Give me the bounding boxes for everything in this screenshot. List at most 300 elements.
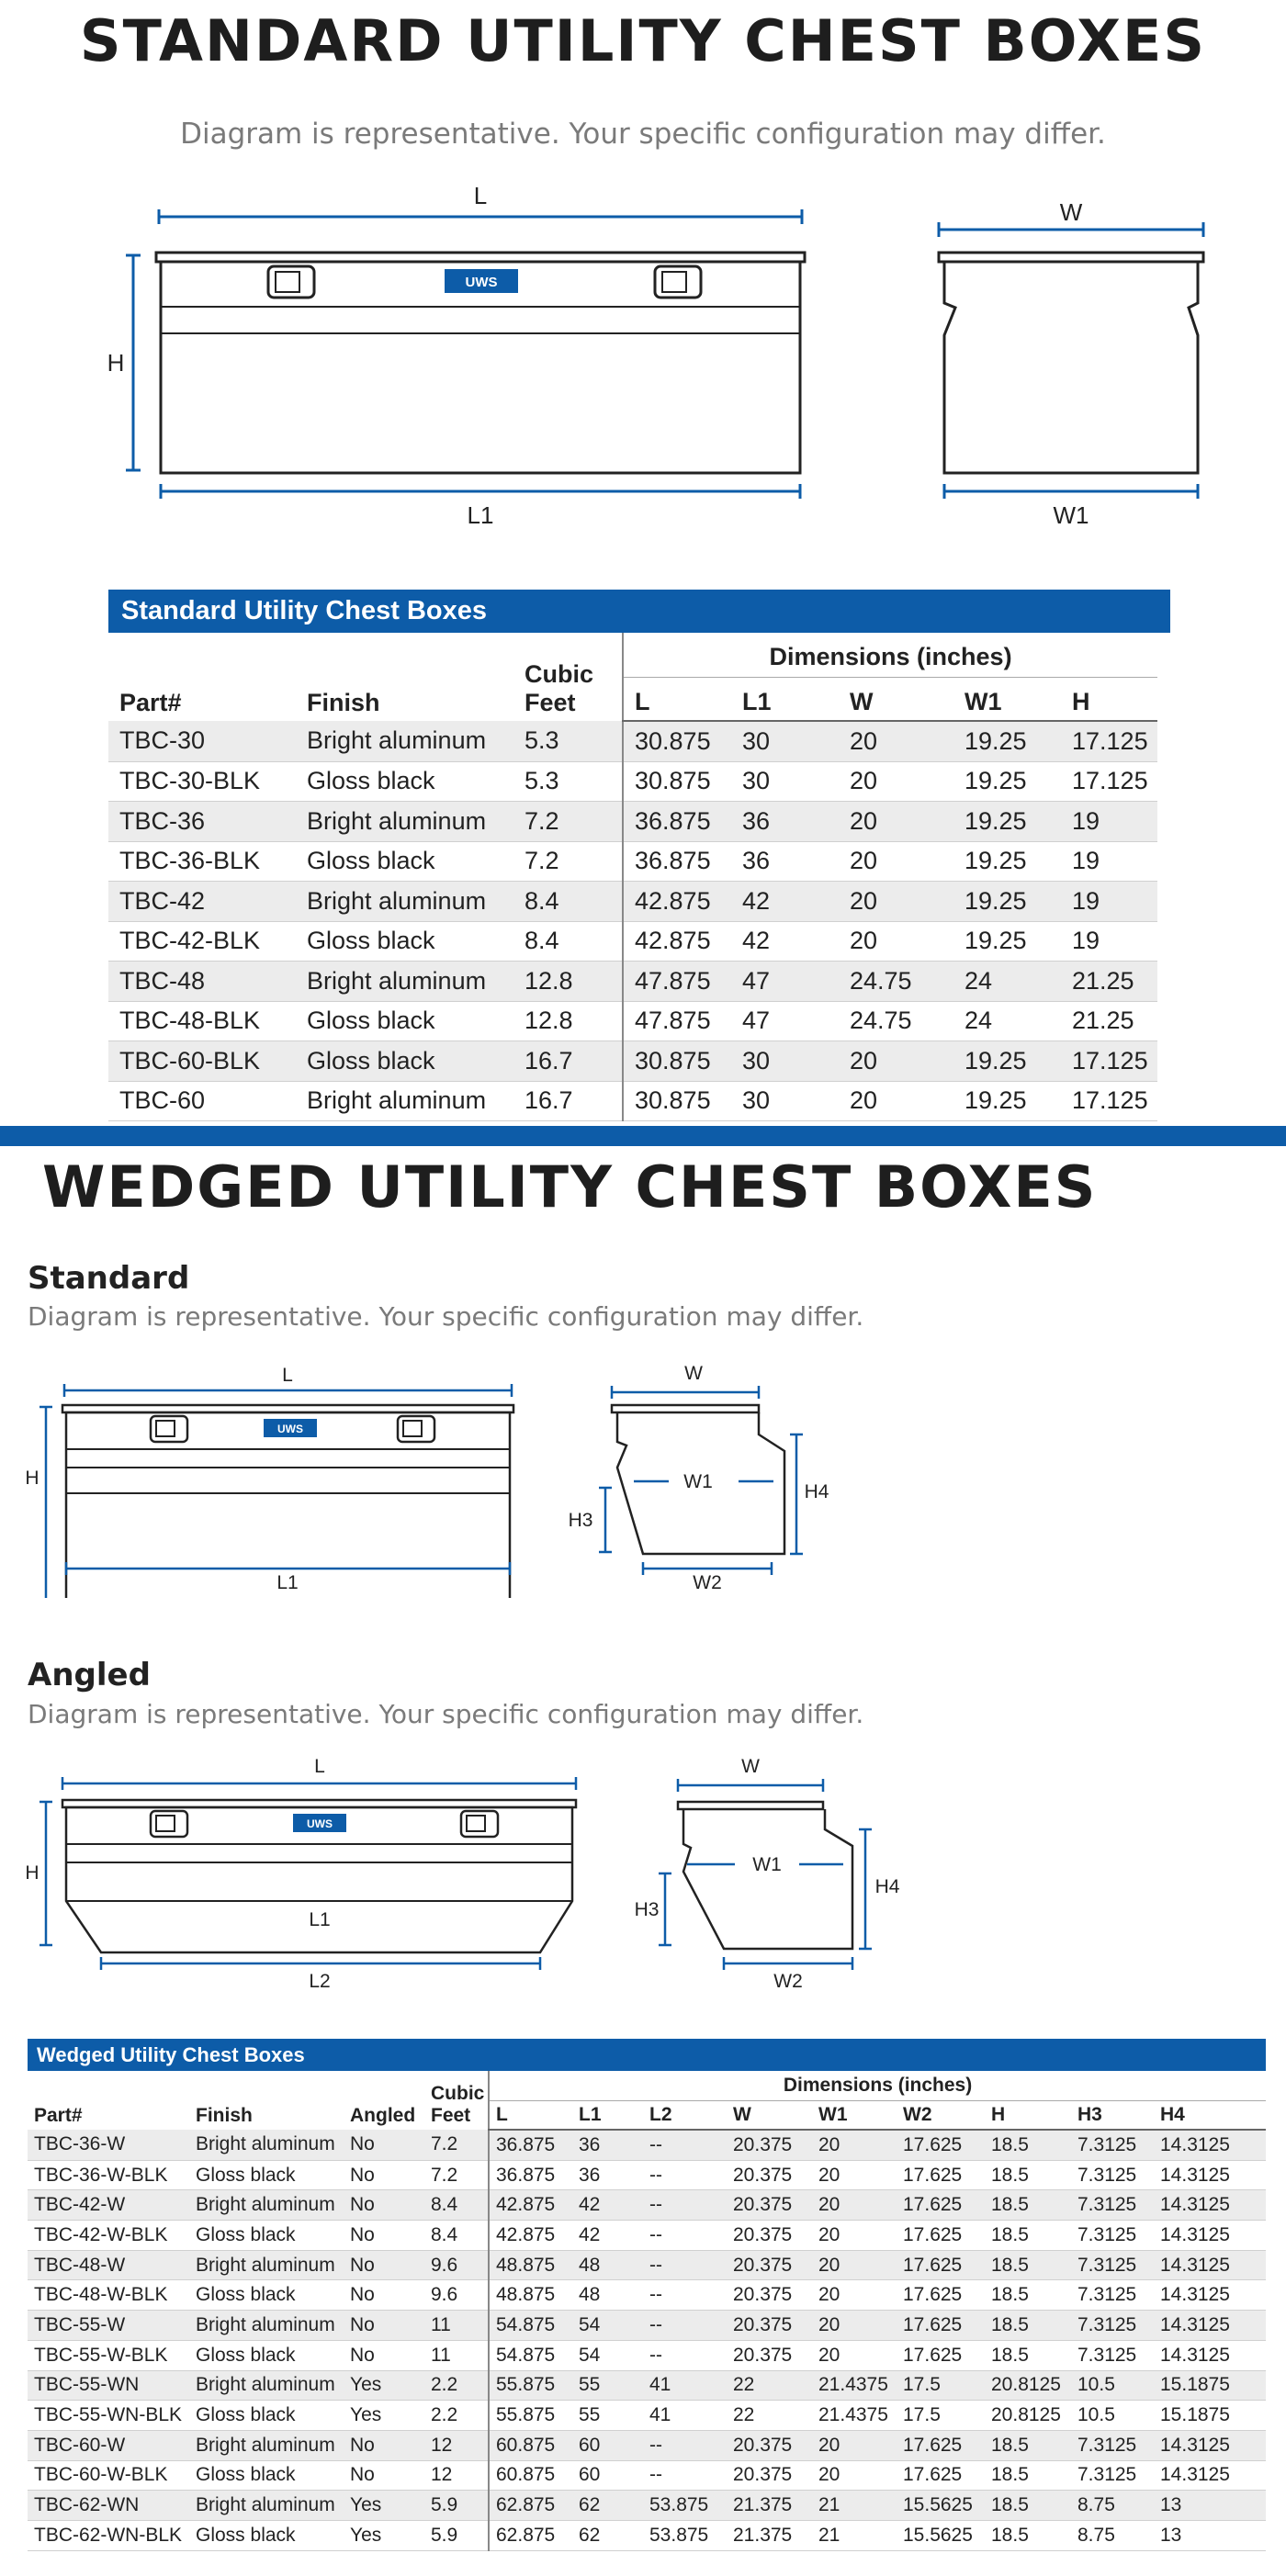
table-cell: 17.5 (897, 2401, 985, 2431)
dim-L2: L2 (309, 1971, 331, 1992)
table-cell: 14.3125 (1154, 2460, 1266, 2491)
table-cell: 7.3125 (1071, 2130, 1154, 2160)
table-row (28, 2280, 1266, 2311)
table-cell: 14.3125 (1154, 2160, 1266, 2190)
table-cell: No (344, 2221, 424, 2251)
table-cell: TBC-62-WN (28, 2491, 189, 2521)
table-cell: 8.75 (1071, 2520, 1154, 2550)
table-cell: No (344, 2460, 424, 2491)
logo-text: UWS (307, 1817, 333, 1830)
table-cell: 5.9 (424, 2520, 489, 2550)
table-cell: 20 (812, 2190, 897, 2221)
table-cell: 14.3125 (1154, 2311, 1266, 2341)
table-cell: Gloss black (189, 2160, 344, 2190)
table-cell: 7.3125 (1071, 2430, 1154, 2460)
table-cell: No (344, 2311, 424, 2341)
table-row (108, 841, 1157, 882)
table-cell: 12 (424, 2460, 489, 2491)
dim-H: H (25, 1468, 39, 1489)
table-cell: 19.25 (953, 721, 1061, 761)
table-cell: Gloss black (296, 761, 513, 802)
table-cell: 21.375 (727, 2520, 812, 2550)
latch-icon (151, 1811, 187, 1837)
section2-title: WEDGED UTILITY CHEST BOXES (42, 1153, 1098, 1221)
table-cell: 12 (424, 2430, 489, 2460)
table-row (28, 2130, 1266, 2160)
table-cell: 17.125 (1061, 721, 1157, 761)
table-cell: 36.875 (489, 2130, 572, 2160)
section1-note: Diagram is representative. Your specific configuration may differ. (180, 118, 1106, 151)
standard-chest-diagram (0, 184, 1286, 533)
table-cell: 20.375 (727, 2460, 812, 2491)
table-cell: 16.7 (513, 1041, 623, 1082)
table-cell: 7.2 (424, 2130, 489, 2160)
table-cell: 20 (839, 1041, 953, 1082)
table-cell: 36.875 (489, 2160, 572, 2190)
table-cell: 18.5 (985, 2250, 1071, 2280)
table-cell: 7.2 (424, 2160, 489, 2190)
col-W2: W2 (897, 2100, 985, 2130)
col-L: L (623, 677, 731, 721)
table1-title: Standard Utility Chest Boxes (108, 590, 1170, 633)
table-cell: 41 (643, 2401, 727, 2431)
dim-H4: H4 (874, 1876, 900, 1897)
table-cell: 47.875 (623, 962, 731, 1002)
table-row (28, 2221, 1266, 2251)
table-cell: -- (643, 2190, 727, 2221)
table-cell: -- (643, 2460, 727, 2491)
table-cell: Bright aluminum (296, 1081, 513, 1121)
table-cell: 55.875 (489, 2370, 572, 2401)
table-cell: No (344, 2130, 424, 2160)
col-finish: Finish (196, 2105, 253, 2126)
table-cell: 24 (953, 962, 1061, 1002)
table-cell: 20 (839, 721, 953, 761)
table-cell: 21.25 (1061, 1001, 1157, 1041)
table-cell: TBC-30-BLK (108, 761, 296, 802)
table-cell: 8.4 (513, 921, 623, 962)
table-cell: 20.375 (727, 2430, 812, 2460)
table-cell: 20.375 (727, 2190, 812, 2221)
table-cell: 20 (839, 882, 953, 922)
table-cell: 2.2 (424, 2370, 489, 2401)
table-cell: 14.3125 (1154, 2430, 1266, 2460)
standard-note: Diagram is representative. Your specific configuration may differ. (28, 1301, 864, 1332)
table-cell: Yes (344, 2491, 424, 2521)
table-cell: 42 (572, 2221, 643, 2251)
table-row (28, 2460, 1266, 2491)
table-cell: 7.3125 (1071, 2250, 1154, 2280)
logo-text: UWS (465, 275, 498, 290)
latch-icon (461, 1811, 498, 1837)
table-cell: 42 (572, 2190, 643, 2221)
table-cell: Gloss black (189, 2401, 344, 2431)
table-cell: 14.3125 (1154, 2340, 1266, 2370)
table-cell: TBC-55-W-BLK (28, 2340, 189, 2370)
table-cell: 18.5 (985, 2520, 1071, 2550)
table-cell: 24.75 (839, 962, 953, 1002)
table-cell: 62 (572, 2491, 643, 2521)
col-L2: L2 (643, 2100, 727, 2130)
table-cell: 17.5 (897, 2370, 985, 2401)
table-cell: 42.875 (489, 2221, 572, 2251)
table-cell: 10.5 (1071, 2370, 1154, 2401)
table-cell: 42.875 (623, 882, 731, 922)
table-cell: No (344, 2190, 424, 2221)
table-cell: 47.875 (623, 1001, 731, 1041)
table-cell: TBC-60-BLK (108, 1041, 296, 1082)
table-cell: 20.8125 (985, 2370, 1071, 2401)
dim-H4: H4 (804, 1481, 829, 1502)
front-view (107, 184, 805, 529)
col-part: Part# (119, 689, 182, 716)
standard-spec-table-wrap (108, 633, 1157, 1121)
table-cell: TBC-36-BLK (108, 841, 296, 882)
col-part: Part# (34, 2105, 83, 2126)
table-cell: 42 (731, 882, 839, 922)
side-view (635, 1756, 900, 1992)
table-cell: 17.625 (897, 2460, 985, 2491)
table-cell: 9.6 (424, 2250, 489, 2280)
table-cell: Gloss black (189, 2221, 344, 2251)
table-cell: 20.8125 (985, 2401, 1071, 2431)
table-cell: -- (643, 2311, 727, 2341)
table-cell: Bright aluminum (189, 2190, 344, 2221)
table-cell: 19 (1061, 921, 1157, 962)
table-cell: 42.875 (489, 2190, 572, 2221)
table-cell: TBC-42 (108, 882, 296, 922)
table-cell: 20 (812, 2160, 897, 2190)
dim-L1: L1 (309, 1909, 331, 1930)
table-cell: 7.2 (513, 802, 623, 842)
table-cell: 14.3125 (1154, 2280, 1266, 2311)
table-cell: 5.3 (513, 721, 623, 761)
table-cell: 60.875 (489, 2430, 572, 2460)
col-W1: W1 (812, 2100, 897, 2130)
table-cell: 8.75 (1071, 2491, 1154, 2521)
table-cell: No (344, 2430, 424, 2460)
table-cell: 30 (731, 721, 839, 761)
table-row (28, 2430, 1266, 2460)
table-cell: 21 (812, 2491, 897, 2521)
latch-icon (655, 266, 701, 298)
table-cell: 18.5 (985, 2460, 1071, 2491)
table-cell: 18.5 (985, 2430, 1071, 2460)
table-cell: -- (643, 2160, 727, 2190)
table-row (28, 2340, 1266, 2370)
table-cell: No (344, 2250, 424, 2280)
table-cell: TBC-60-W-BLK (28, 2460, 189, 2491)
table-cell: 55.875 (489, 2401, 572, 2431)
col-cubic-feet: Cubic Feet (525, 660, 594, 716)
table-cell: Yes (344, 2520, 424, 2550)
dimensions-group-header: Dimensions (inches) (623, 633, 1157, 677)
table-cell: 36 (572, 2130, 643, 2160)
table-row (108, 721, 1157, 761)
table-cell: 7.3125 (1071, 2460, 1154, 2491)
table-cell: 19 (1061, 882, 1157, 922)
col-L: L (489, 2100, 572, 2130)
table-cell: 24.75 (839, 1001, 953, 1041)
table-cell: Gloss black (189, 2520, 344, 2550)
table-cell: TBC-48 (108, 962, 296, 1002)
table-cell: TBC-48-W-BLK (28, 2280, 189, 2311)
table-cell: 21.4375 (812, 2370, 897, 2401)
table-cell: TBC-55-WN-BLK (28, 2401, 189, 2431)
table-cell: 60.875 (489, 2460, 572, 2491)
table-cell: 36.875 (623, 841, 731, 882)
table-cell: TBC-48-BLK (108, 1001, 296, 1041)
col-H: H (1061, 677, 1157, 721)
table-row (108, 802, 1157, 842)
table-cell: 21.375 (727, 2491, 812, 2521)
angled-note: Diagram is representative. Your specific configuration may differ. (28, 1699, 864, 1729)
table-cell: 17.625 (897, 2280, 985, 2311)
dim-L1: L1 (276, 1572, 299, 1593)
dim-H3: H3 (634, 1899, 660, 1920)
wedged-spec-table (28, 2071, 1266, 2551)
table-cell: TBC-42-W (28, 2190, 189, 2221)
table-cell: 7.3125 (1071, 2190, 1154, 2221)
table-cell: 14.3125 (1154, 2130, 1266, 2160)
table-row (28, 2250, 1266, 2280)
table-cell: TBC-60-W (28, 2430, 189, 2460)
table-cell: 20 (839, 921, 953, 962)
table-cell: 17.625 (897, 2340, 985, 2370)
side-view (569, 1363, 829, 1593)
table-cell: 20 (812, 2430, 897, 2460)
table-cell: Bright aluminum (189, 2130, 344, 2160)
table-cell: 7.3125 (1071, 2280, 1154, 2311)
table-cell: Bright aluminum (296, 882, 513, 922)
table-cell: 55 (572, 2401, 643, 2431)
table-cell: -- (643, 2280, 727, 2311)
table-cell: 5.3 (513, 761, 623, 802)
table-cell: 14.3125 (1154, 2221, 1266, 2251)
table-cell: 14.3125 (1154, 2190, 1266, 2221)
table-cell: 30 (731, 1081, 839, 1121)
table-cell: 20 (812, 2460, 897, 2491)
table-cell: 18.5 (985, 2160, 1071, 2190)
table-cell: 30.875 (623, 721, 731, 761)
table-cell: 17.625 (897, 2430, 985, 2460)
table-row (108, 1041, 1157, 1082)
table-cell: 19.25 (953, 841, 1061, 882)
col-L1: L1 (572, 2100, 643, 2130)
table-row (108, 1001, 1157, 1041)
dim-W2: W2 (693, 1572, 722, 1593)
table-cell: 54 (572, 2340, 643, 2370)
table-cell: 54.875 (489, 2340, 572, 2370)
table-row (108, 882, 1157, 922)
dim-L: L (282, 1365, 293, 1386)
dim-W: W (741, 1756, 760, 1777)
table-cell: Bright aluminum (296, 962, 513, 1002)
table-cell: 20 (812, 2250, 897, 2280)
table-cell: 20 (812, 2130, 897, 2160)
table-row (28, 2491, 1266, 2521)
table-cell: 41 (643, 2370, 727, 2401)
table-cell: 19.25 (953, 921, 1061, 962)
table-cell: 21.25 (1061, 962, 1157, 1002)
side-view (939, 198, 1203, 529)
table-cell: 20.375 (727, 2160, 812, 2190)
col-cubic-feet: Cubic Feet (431, 2083, 485, 2126)
table-cell: 20 (839, 802, 953, 842)
table-cell: 19.25 (953, 1041, 1061, 1082)
table-row (108, 761, 1157, 802)
table-cell: 13 (1154, 2491, 1266, 2521)
table-cell: 9.6 (424, 2280, 489, 2311)
table-cell: 17.625 (897, 2221, 985, 2251)
table-cell: 54.875 (489, 2311, 572, 2341)
table-cell: 48.875 (489, 2280, 572, 2311)
table-cell: 17.625 (897, 2160, 985, 2190)
col-W: W (727, 2100, 812, 2130)
table-cell: 42 (731, 921, 839, 962)
table-cell: 42.875 (623, 921, 731, 962)
col-W1: W1 (953, 677, 1061, 721)
table-cell: -- (643, 2430, 727, 2460)
table-cell: 53.875 (643, 2520, 727, 2550)
table-cell: 2.2 (424, 2401, 489, 2431)
table-cell: 7.3125 (1071, 2160, 1154, 2190)
table-cell: 53.875 (643, 2491, 727, 2521)
table-cell: 19 (1061, 841, 1157, 882)
table-cell: TBC-60 (108, 1081, 296, 1121)
section-divider (0, 1126, 1286, 1146)
table-row (28, 2160, 1266, 2190)
table-cell: 47 (731, 1001, 839, 1041)
standard-heading: Standard (28, 1260, 190, 1297)
dim-W: W (684, 1363, 703, 1384)
table-cell: 17.625 (897, 2311, 985, 2341)
table-cell: TBC-48-W (28, 2250, 189, 2280)
table-cell: 60 (572, 2430, 643, 2460)
table-cell: 21.4375 (812, 2401, 897, 2431)
table-cell: 20 (812, 2221, 897, 2251)
logo-text: UWS (277, 1423, 303, 1435)
table-row (28, 2311, 1266, 2341)
table-cell: 30 (731, 761, 839, 802)
table-cell: Yes (344, 2370, 424, 2401)
table-cell: 7.3125 (1071, 2340, 1154, 2370)
table-cell: Bright aluminum (189, 2491, 344, 2521)
table-cell: 20 (839, 761, 953, 802)
wedged-spec-table-wrap (28, 2071, 1266, 2551)
table-cell: 19.25 (953, 761, 1061, 802)
dim-W: W (1059, 198, 1083, 226)
section1-title: STANDARD UTILITY CHEST BOXES (79, 7, 1207, 74)
table-cell: 20 (812, 2311, 897, 2341)
table-cell: 62.875 (489, 2520, 572, 2550)
table-cell: 15.5625 (897, 2520, 985, 2550)
table-cell: TBC-42-BLK (108, 921, 296, 962)
dim-H: H (107, 349, 125, 377)
table-cell: 8.4 (424, 2221, 489, 2251)
table-cell: 15.5625 (897, 2491, 985, 2521)
table-cell: 8.4 (513, 882, 623, 922)
table-cell: 19.25 (953, 882, 1061, 922)
table-cell: -- (643, 2250, 727, 2280)
table-cell: 30.875 (623, 1041, 731, 1082)
table-cell: 48 (572, 2250, 643, 2280)
table-cell: 18.5 (985, 2130, 1071, 2160)
table-cell: 20 (839, 841, 953, 882)
table-cell: 24 (953, 1001, 1061, 1041)
col-W: W (839, 677, 953, 721)
table-cell: 19.25 (953, 802, 1061, 842)
table-cell: 20.375 (727, 2221, 812, 2251)
col-H4: H4 (1154, 2100, 1266, 2130)
table-cell: 47 (731, 962, 839, 1002)
table-cell: 8.4 (424, 2190, 489, 2221)
table-cell: TBC-55-WN (28, 2370, 189, 2401)
table-cell: 7.3125 (1071, 2221, 1154, 2251)
table-cell: Gloss black (189, 2280, 344, 2311)
table-cell: 55 (572, 2370, 643, 2401)
table-cell: Bright aluminum (189, 2370, 344, 2401)
front-view (25, 1365, 513, 1598)
table-cell: 16.7 (513, 1081, 623, 1121)
table-cell: 20 (812, 2340, 897, 2370)
table-cell: Bright aluminum (296, 721, 513, 761)
table-row (108, 962, 1157, 1002)
table-cell: 17.625 (897, 2190, 985, 2221)
col-H: H (985, 2100, 1071, 2130)
table-row (108, 921, 1157, 962)
table-cell: TBC-36-W-BLK (28, 2160, 189, 2190)
table-cell: 20.375 (727, 2311, 812, 2341)
table-cell: 20.375 (727, 2280, 812, 2311)
dimensions-group-header: Dimensions (inches) (489, 2071, 1266, 2100)
table-row (28, 2190, 1266, 2221)
table-cell: 5.9 (424, 2491, 489, 2521)
table-cell: 62 (572, 2520, 643, 2550)
dim-L: L (473, 184, 488, 209)
latch-icon (151, 1416, 187, 1442)
table-cell: 7.3125 (1071, 2311, 1154, 2341)
dim-W1: W1 (1053, 501, 1089, 529)
table-cell: 18.5 (985, 2340, 1071, 2370)
table-cell: 60 (572, 2460, 643, 2491)
col-finish: Finish (307, 689, 380, 716)
table-cell: 21 (812, 2520, 897, 2550)
table-cell: -- (643, 2340, 727, 2370)
table-cell: Gloss black (296, 1001, 513, 1041)
table-cell: 18.5 (985, 2491, 1071, 2521)
table-cell: 22 (727, 2401, 812, 2431)
dim-W1: W1 (752, 1854, 782, 1875)
dim-W1: W1 (683, 1471, 713, 1492)
table-cell: 14.3125 (1154, 2250, 1266, 2280)
dim-W2: W2 (773, 1971, 803, 1992)
table-cell: Yes (344, 2401, 424, 2431)
table-cell: 36 (731, 841, 839, 882)
table-cell: 20.375 (727, 2250, 812, 2280)
table-cell: Bright aluminum (189, 2250, 344, 2280)
table-cell: Gloss black (296, 841, 513, 882)
table-row (28, 2370, 1266, 2401)
table-cell: 54 (572, 2311, 643, 2341)
table-cell: 11 (424, 2311, 489, 2341)
table-cell: Gloss black (296, 1041, 513, 1082)
table-cell: 48 (572, 2280, 643, 2311)
table-cell: Bright aluminum (189, 2311, 344, 2341)
table-cell: 11 (424, 2340, 489, 2370)
table-cell: No (344, 2160, 424, 2190)
table-cell: Gloss black (189, 2340, 344, 2370)
